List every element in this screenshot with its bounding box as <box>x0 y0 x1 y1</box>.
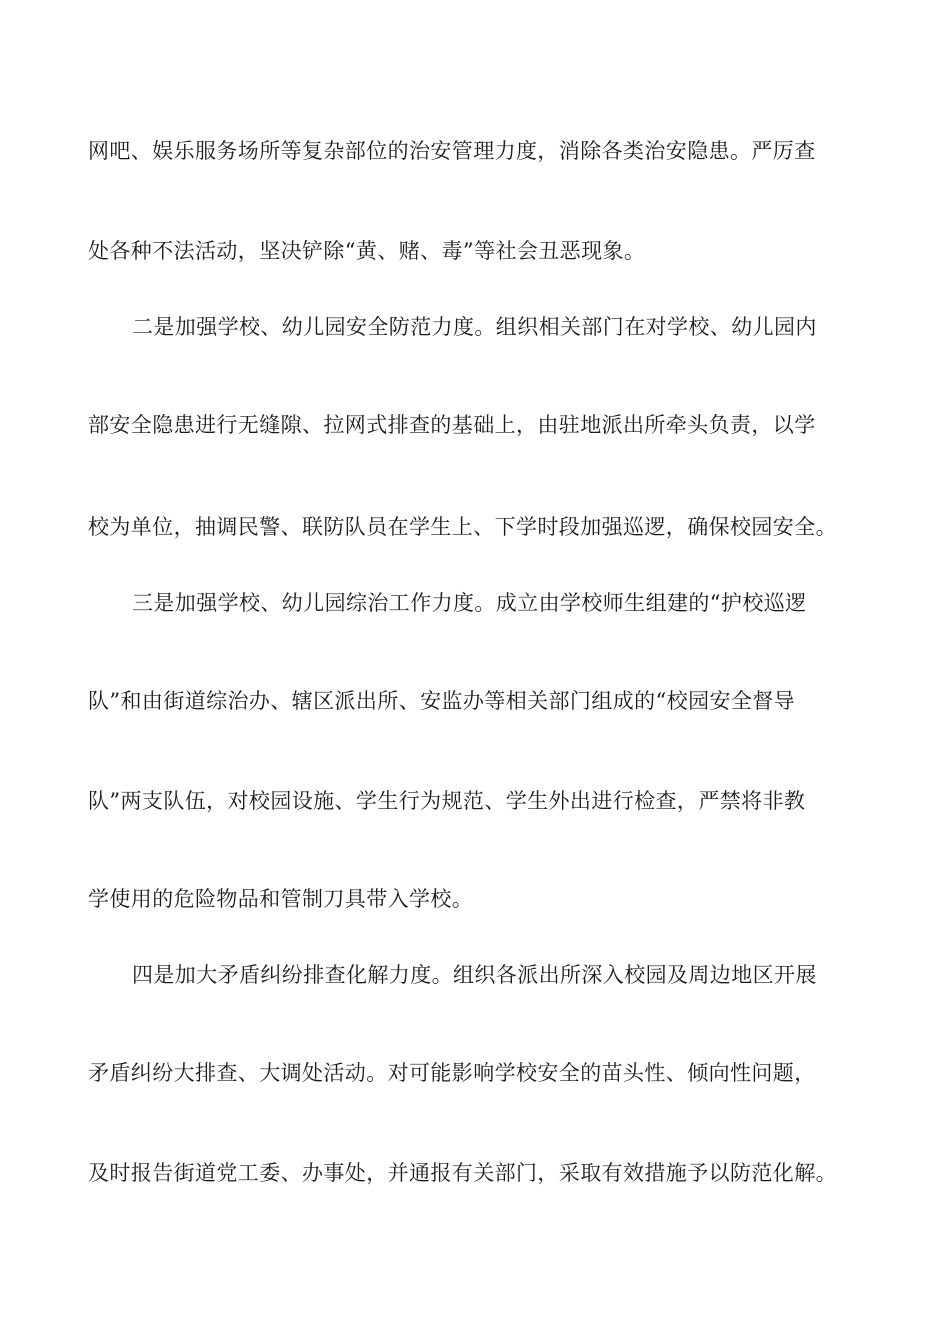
paragraph-start-line: 四是加大矛盾纠纷排查化解力度。组织各派出所深入校园及周边地区开展 <box>132 963 817 987</box>
paragraph-start-line: 三是加强学校、幼儿园综治工作力度。成立由学校师生组建的“护校巡逻 <box>132 591 807 615</box>
paragraph-start-line: 二是加强学校、幼儿园安全防范力度。组织相关部门在对学校、幼儿园内 <box>132 315 817 339</box>
text-line: 学使用的危险物品和管制刀具带入学校。 <box>88 887 474 911</box>
text-line: 队”两支队伍，对校园设施、学生行为规范、学生外出进行检查，严禁将非教 <box>88 789 806 813</box>
text-line: 网吧、娱乐服务场所等复杂部位的治安管理力度，消除各类治安隐患。严厉查 <box>88 139 816 163</box>
text-line: 部安全隐患进行无缝隙、拉网式排查的基础上，由驻地派出所牵头负责，以学 <box>88 413 816 437</box>
text-line: 矛盾纠纷大排查、大调处活动。对可能影响学校安全的苗头性、倾向性问题， <box>88 1061 816 1085</box>
text-line: 队”和由街道综治办、辖区派出所、安监办等相关部门组成的“校园安全督导 <box>88 689 796 713</box>
text-line: 处各种不法活动，坚决铲除“黄、赌、毒”等社会丑恶现象。 <box>88 239 646 263</box>
text-line: 校为单位，抽调民警、联防队员在学生上、下学时段加强巡逻，确保校园安全。 <box>88 515 837 539</box>
text-line: 及时报告街道党工委、办事处，并通报有关部门，采取有效措施予以防范化解。 <box>88 1161 837 1185</box>
